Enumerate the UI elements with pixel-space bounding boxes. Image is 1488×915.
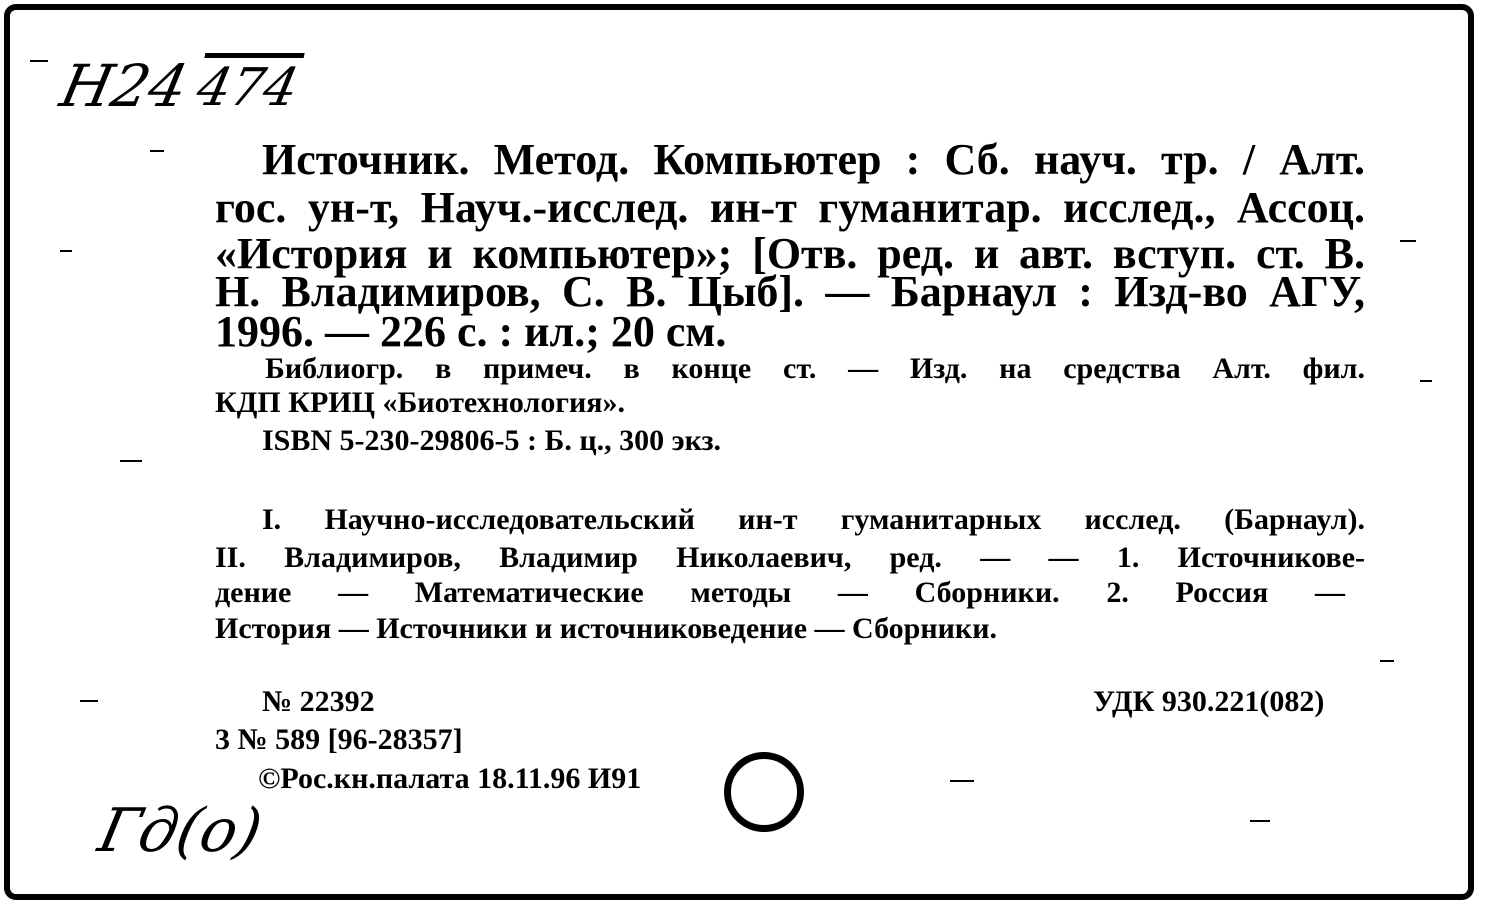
- tracing-line: I. Научно-исследовательский ин-т гуманитарных исслед. (Барнаул).: [262, 503, 1365, 536]
- isbn-line: ISBN 5-230-29806-5 : Б. ц., 300 экз.: [262, 424, 722, 457]
- note-line: КДП КРИЦ «Биотехнология».: [215, 386, 626, 419]
- handwritten-bottom-mark: Гд(о): [92, 796, 269, 866]
- udc-code: УДК 930.221(082): [1093, 685, 1325, 718]
- order-number: 3 № 589 [96-28357]: [215, 723, 463, 756]
- note-line: Библиогр. в примеч. в конце ст. — Изд. на средства Алт. фил.: [265, 352, 1365, 385]
- record-number: № 22392: [262, 685, 375, 718]
- description-line: Источник. Метод. Компьютер : Сб. науч. тр. / Алт.: [262, 135, 1365, 184]
- description-line: Н. Владимиров, С. В. Цыб]. — Барнаул : Изд-во АГУ,: [215, 267, 1365, 316]
- tracing-line: II. Владимиров, Владимир Николаевич, ред. — — 1. Источникове-: [215, 541, 1365, 574]
- handwritten-code: Н24: [54, 52, 194, 120]
- description-line: гос. ун-т, Науч.-исслед. ин-т гуманитар. исслед., Ассоц.: [215, 183, 1365, 232]
- chamber-mark: ©Рос.кн.палата 18.11.96 И91: [258, 762, 642, 795]
- tracing-line: История — Источники и источниковедение — Сборники.: [215, 612, 998, 645]
- handwritten-code-2: 474: [191, 58, 304, 118]
- description-line: 1996. — 226 с. : ил.; 20 см.: [215, 307, 727, 356]
- tracing-line: дение — Математические методы — Сборники. 2. Россия —: [215, 576, 1345, 609]
- punch-hole: [724, 752, 804, 832]
- description-line: «История и компьютер»; [Отв. ред. и авт. вступ. ст. В.: [215, 229, 1365, 278]
